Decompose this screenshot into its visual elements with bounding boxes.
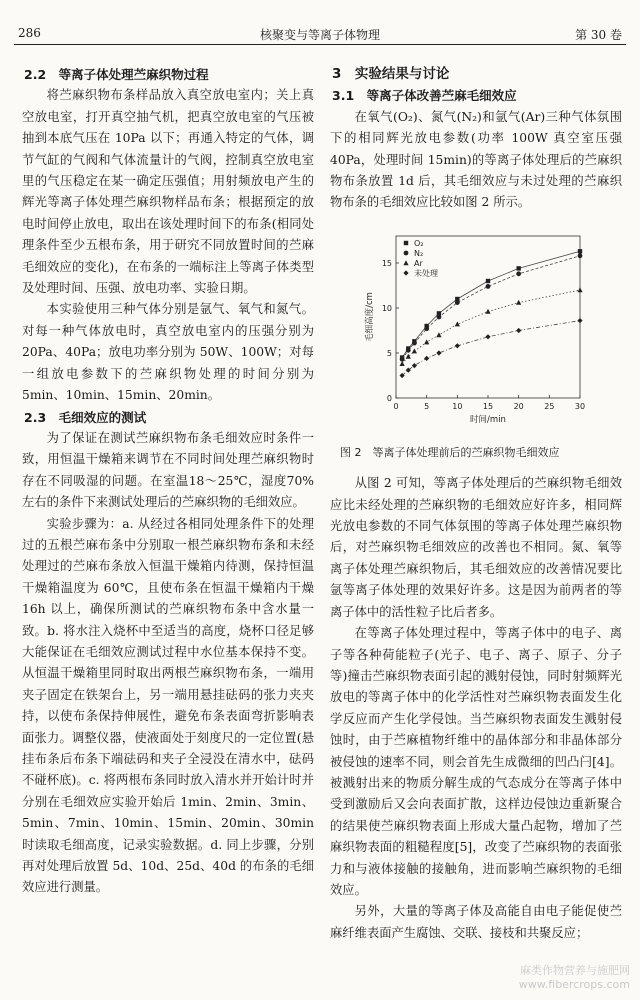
legend-marker	[403, 260, 408, 265]
data-point	[455, 343, 460, 348]
data-point	[578, 249, 582, 253]
data-point	[406, 348, 411, 353]
data-point	[578, 253, 583, 258]
y-tick-label: 10	[381, 303, 392, 313]
data-point	[577, 318, 582, 323]
volume-label: 第 30 卷	[575, 28, 622, 42]
section-3-title: 3 实验结果与讨论	[332, 66, 450, 82]
data-point	[486, 284, 491, 289]
data-point	[485, 309, 490, 314]
x-tick-label: 10	[452, 401, 463, 411]
y-axis-label: 毛细高度/cm	[365, 291, 375, 342]
x-axis-label: 时间/min	[470, 414, 506, 425]
paragraph: 从图 2 可知，等离子体处理后的苎麻织物毛细效应比未经处理的苎麻织物的毛细效应好许多，相同辉光放电参数的不同气体氛围的等离子体处理苎麻织物后，对苎麻织物毛细效应的改善也不相同。氮、氧等离子体处理苎麻织物后，其毛细效应的改善情况要比氩等离子体处理的效果好许多。这是因为前两者的等离子体中的活性粒子比后者多。	[330, 476, 622, 619]
legend-entry: N₂	[414, 248, 424, 258]
paragraph: 在等离子体处理过程中，等离子体中的电子、离子等各种荷能粒子(光子、电子、离子、原子、分子等)撞击苎麻织物表面引起的溅射侵蚀，同时射频辉光放电的等离子体中的化学活性对苎麻织物表面发生化学反应而产生化学侵蚀。当苎麻织物表面发生溅射侵蚀时，由于苎麻植物纤维中的晶体部分和非晶体部分被侵蚀的速率不同，则会首先生成微细的凹凸闩[4]。被溅射出来的物质分解生成的气态成分在等离子体中受到激励后又会向表面扩散，这样边侵蚀边重新聚合的结果使苎麻织物表面上形成大量凸起物，增加了苎麻织物表面的粗糙程度[5]，改变了苎麻织物的表面张力和与液体接触的接触角，进而影响苎麻织物的毛细效应。	[330, 626, 622, 897]
y-tick-label: 15	[381, 258, 392, 268]
paragraph: 另外，大量的等离子体及高能自由电子能促使苎麻纤维表面产生腐蚀、交联、接枝和共聚反应；	[330, 904, 622, 940]
x-tick-label: 5	[424, 401, 430, 411]
watermark-line: www.fibercrops.com	[518, 978, 630, 991]
data-point	[424, 326, 429, 331]
legend-marker	[403, 270, 408, 275]
data-point	[516, 300, 521, 305]
data-point	[436, 350, 441, 355]
paragraph: 为了保证在测试苎麻织物布条毛细效应时条件一致，用恒温干燥箱来调节在不同时间处理苎麻织物时存在不同吸湿的问题。在室温18～25℃，湿度70%左右的条件下来测试处理后的苎麻织物的毛细效应。	[22, 430, 314, 510]
data-point	[486, 279, 490, 283]
journal-title: 核聚变与等离子体物理	[259, 28, 380, 42]
section-3-1-title: 3.1 等离子体改善苎麻毛细效应	[332, 88, 517, 104]
left-column	[22, 64, 314, 899]
data-point	[485, 334, 490, 339]
watermark-line: 麻类作物营养与施肥网	[520, 964, 630, 977]
y-tick-label: 5	[386, 348, 392, 358]
legend-entry: Ar	[414, 258, 423, 268]
data-point	[412, 348, 417, 353]
data-point	[436, 332, 441, 337]
series-line	[402, 248, 580, 357]
data-point	[516, 271, 521, 276]
right-column	[330, 64, 622, 944]
data-point	[400, 357, 405, 362]
x-tick-label: 15	[482, 401, 494, 411]
x-tick-label: 0	[393, 401, 399, 411]
data-point	[406, 354, 411, 359]
legend-marker	[404, 250, 409, 255]
legend-entry: O₂	[414, 238, 424, 248]
data-point	[412, 341, 417, 346]
watermark	[519, 964, 630, 992]
figure-caption: 图 2 等离子体处理前后的苎麻织物毛细效应	[340, 445, 560, 459]
x-tick-label: 20	[513, 401, 524, 411]
section-2-2-title: 2.2 等离子体处理苎麻织物过程	[24, 67, 209, 82]
data-point	[455, 321, 460, 326]
data-point	[455, 300, 460, 305]
legend-entry: 未处理	[414, 268, 438, 278]
y-tick-label: 0	[386, 393, 392, 403]
data-point	[424, 339, 429, 344]
data-point	[437, 314, 442, 319]
data-point	[516, 266, 520, 270]
paragraph: 将苎麻织物布条样品放入真空放电室内；关上真空放电室，打开真空抽气机，把真空放电室的气压被抽到本底气压在 10Pa 以下；再通入特定的气体，调节气缸的气阀和气体流量计的气阀，控制真空放电室里的气压稳定在某一确定压强值；用射频放电产生的辉光等离子体处理苎麻织物样品布条；根据预定的放电时间停止放电，取出在该处理时间下的布条(相同处理条件至少五根布条，用于研究不同放置时间的苎麻毛细效应的变化)，在布条的一端标注上等离子体类型及处理时间、压强、放电功率、实验日期。	[22, 88, 314, 296]
data-point	[516, 328, 521, 333]
paragraph: 实验步骤为：a. 从经过各相同处理条件下的处理过的五根苎麻布条中分别取一根苎麻织物布条和未经处理过的苎麻布条放入恒温干燥箱内待测，保持恒温干燥箱温度为 60℃，且使布条在恒温干燥箱内干燥 16h 以上，确保所测试的苎麻织物布条中含水量一致。b. 将水注入烧杯中至适当的高度，烧杯口径足够大能保证在毛细效应测试过程中水位基本保持不变。从恒温干燥箱里同时取出两根苎麻织物布条，一端用夹子固定在铁架台上，另一端用悬挂砝码的张力夹夹持，以使布条保持伸展性，避免布条表面弯折影响表面张力。调整仪器，使液面处于刻度尺的一定位置(悬挂布条后布条下端砝码和夹子全浸没在清水中，砝码不碰杯底)。c. 将两根布条同时放入清水并开始计时并分别在毛细效应实验开始后 1min、2min、3min、5min、7min、10min、15min、20min、30min 时读取毛细高度，记录实验数据。d. 同上步骤，分别再对处理后放置 5d、10d、25d、40d 的布条的毛细效应进行测量。	[22, 516, 314, 895]
plot-frame	[396, 236, 580, 398]
figure-2	[330, 222, 622, 438]
data-point	[577, 287, 582, 292]
data-point	[400, 361, 405, 366]
data-point	[412, 363, 417, 368]
legend-marker	[404, 241, 408, 245]
capillary-chart	[350, 222, 590, 438]
data-point	[424, 356, 429, 361]
x-tick-label: 25	[544, 401, 555, 411]
section-2-3-title: 2.3 毛细效应的测试	[24, 409, 147, 425]
page-number: 286	[18, 26, 41, 40]
x-tick-label: 30	[574, 401, 586, 411]
paragraph: 在氧气(O₂)、氮气(N₂)和氩气(Ar)三种气体氛围下的相同辉光放电参数(功率 100W 真空室压强 40Pa，处理时间 15min)的等离子体处理后的苎麻织物布条放置 1d 后，其毛细效应与未过处理的苎麻织物布条的毛细效应比较如图 2 所示。	[330, 109, 622, 210]
page-header	[14, 22, 626, 45]
paragraph: 本实验使用三种气体分别是氩气、氧气和氮气。对每一种气体放电时，真空放电室内的压强分别为 20Pa、40Pa；放电功率分别为 50W、100W；对每一组放电参数下的苎麻织物处理的时间分别为 5min、10min、15min、20min。	[22, 302, 314, 403]
